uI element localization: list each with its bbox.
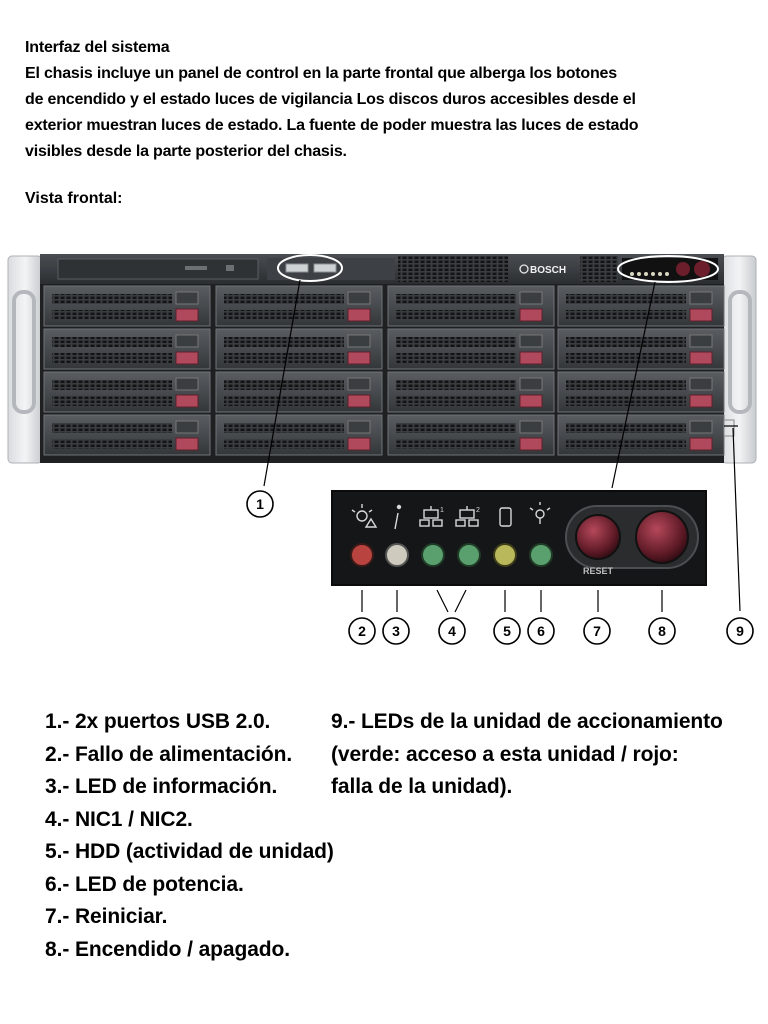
legend-left [45,706,334,966]
hdd-tray [44,372,210,412]
hdd-tray [216,372,382,412]
legend-item-9-line-2: (verde: acceso a esta unidad / rojo: [331,742,679,766]
svg-text:6: 6 [537,623,545,639]
svg-text:4: 4 [448,623,456,639]
legend-item-9-line-3: falla de la unidad). [331,775,513,798]
reset-label: RESET [582,566,614,576]
hdd-led [494,544,516,566]
info-led [386,544,408,566]
svg-text:1: 1 [256,496,264,512]
callout-8 [649,618,675,644]
brand-label: BOSCH [530,265,567,276]
legend-item-8: 8.- Encendido / apagado. [45,937,290,961]
hdd-tray [388,372,554,412]
legend-item-5: 5.- HDD (actividad de unidad) [45,840,334,863]
section-title: Interfaz del sistema [25,39,170,56]
svg-text:8: 8 [658,623,666,639]
hdd-tray [558,286,724,326]
legend-item-4: 4.- NIC1 / NIC2. [45,807,193,831]
intro-line-4: visibles desde la parte posterior del chasis. [25,143,347,160]
hdd-tray [44,415,210,455]
legend-item-1: 1.- 2x puertos USB 2.0. [45,710,271,733]
chassis-front-figure [0,248,768,668]
power-button [636,511,688,563]
callout-4 [439,618,465,644]
callout-7 [584,618,610,644]
legend-item-9-line-1: 9.- LEDs de la unidad de accionamiento [331,710,723,733]
svg-text:2: 2 [476,507,480,514]
hdd-tray [44,329,210,369]
hdd-tray [558,415,724,455]
intro-section [25,35,755,165]
hdd-tray [388,329,554,369]
intro-line-1: El chasis incluye un panel de control en la parte frontal que alberga los botones [25,65,617,82]
power-led [530,544,552,566]
intro-line-2: de encendido y el estado luces de vigilancia Los discos duros accesibles desde el [25,91,636,108]
svg-text:9: 9 [736,623,744,639]
svg-text:2: 2 [358,623,366,639]
legend-item-3: 3.- LED de información. [45,775,278,798]
callout-9 [727,618,753,644]
legend-right [331,706,763,804]
hdd-tray [216,286,382,326]
hdd-tray [216,415,382,455]
hdd-tray [388,415,554,455]
legend-item-2: 2.- Fallo de alimentación. [45,742,293,766]
callout-1 [247,491,273,517]
control-panel-detail [331,490,707,586]
svg-text:1: 1 [440,507,444,514]
reset-button [576,515,620,559]
callout-6 [528,618,554,644]
front-view-label: Vista frontal: [25,190,123,207]
power-fail-led [351,544,373,566]
callout-2 [349,618,375,644]
svg-text:3: 3 [392,623,400,639]
legend-item-7: 7.- Reiniciar. [45,905,168,928]
svg-text:7: 7 [593,623,601,639]
hdd-tray [216,329,382,369]
hdd-tray [388,286,554,326]
hdd-tray [44,286,210,326]
intro-line-3: exterior muestran luces de estado. La fuente de poder muestra las luces de estado [25,117,639,134]
nic1-led [422,544,444,566]
legend-item-6: 6.- LED de potencia. [45,872,244,896]
nic2-led [458,544,480,566]
callout-5 [494,618,520,644]
callout-3 [383,618,409,644]
hdd-tray [558,372,724,412]
svg-text:5: 5 [503,623,511,639]
